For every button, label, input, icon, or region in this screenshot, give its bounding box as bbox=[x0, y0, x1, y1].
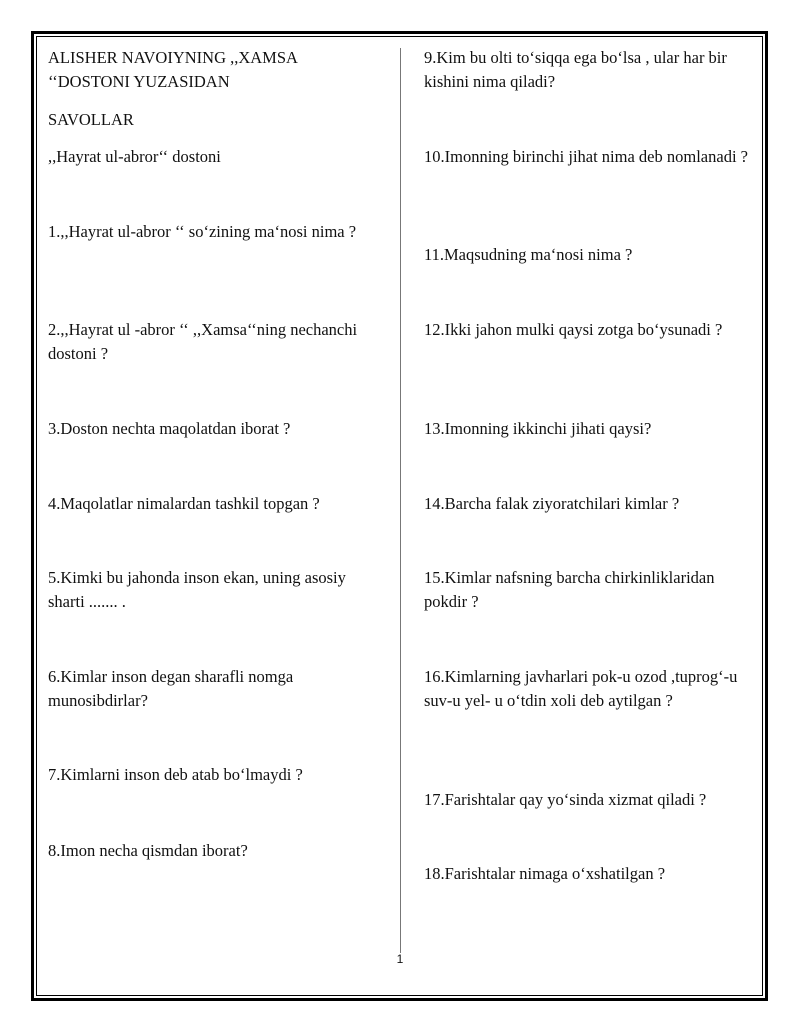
question-11: 11.Maqsudning ma‘nosi nima ? bbox=[424, 245, 633, 264]
question-5: 5.Kimki bu jahonda inson ekan, uning asosiy sharti ....... . bbox=[48, 568, 346, 611]
question-3: 3.Doston nechta maqolatdan iborat ? bbox=[48, 419, 291, 438]
question-17: 17.Farishtalar qay yo‘sinda xizmat qiladi ? bbox=[424, 790, 707, 809]
question-1: 1.,,Hayrat ul-abror ‘‘ so‘zining ma‘nosi nima ? bbox=[48, 222, 357, 241]
question-12: 12.Ikki jahon mulki qaysi zotga bo‘ysunadi ? bbox=[424, 320, 723, 339]
section-heading: ,,Hayrat ul-abror‘‘ dostoni bbox=[48, 147, 221, 166]
question-14: 14.Barcha falak ziyoratchilari kimlar ? bbox=[424, 494, 680, 513]
document-subtitle: SAVOLLAR bbox=[48, 110, 134, 129]
page-number: 1 bbox=[396, 952, 404, 966]
question-13: 13.Imonning ikkinchi jihati qaysi? bbox=[424, 419, 652, 438]
document-title: ALISHER NAVOIYNING ,,XAMSA ‘‘DOSTONI YUZASIDAN bbox=[48, 48, 298, 91]
question-18: 18.Farishtalar nimaga o‘xshatilgan ? bbox=[424, 864, 666, 883]
question-9: 9.Kim bu olti to‘siqqa ega bo‘lsa , ular har bir kishini nima qiladi? bbox=[424, 48, 727, 91]
question-7: 7.Kimlarni inson deb atab bo‘lmaydi ? bbox=[48, 765, 303, 784]
question-15: 15.Kimlar nafsning barcha chirkinliklaridan pokdir ? bbox=[424, 568, 715, 611]
question-8: 8.Imon necha qismdan iborat? bbox=[48, 841, 248, 860]
question-4: 4.Maqolatlar nimalardan tashkil topgan ? bbox=[48, 494, 320, 513]
question-16: 16.Kimlarning javharlari pok-u ozod ,tuprog‘-u suv-u yel- u o‘tdin xoli deb aytilgan ? bbox=[424, 667, 738, 710]
column-divider bbox=[400, 48, 401, 953]
question-10: 10.Imonning birinchi jihat nima deb nomlanadi ? bbox=[424, 147, 748, 166]
question-6: 6.Kimlar inson degan sharafli nomga munosibdirlar? bbox=[48, 667, 294, 710]
question-2: 2.,,Hayrat ul -abror ‘‘ ,,Xamsa‘‘ning nechanchi dostoni ? bbox=[48, 320, 358, 363]
